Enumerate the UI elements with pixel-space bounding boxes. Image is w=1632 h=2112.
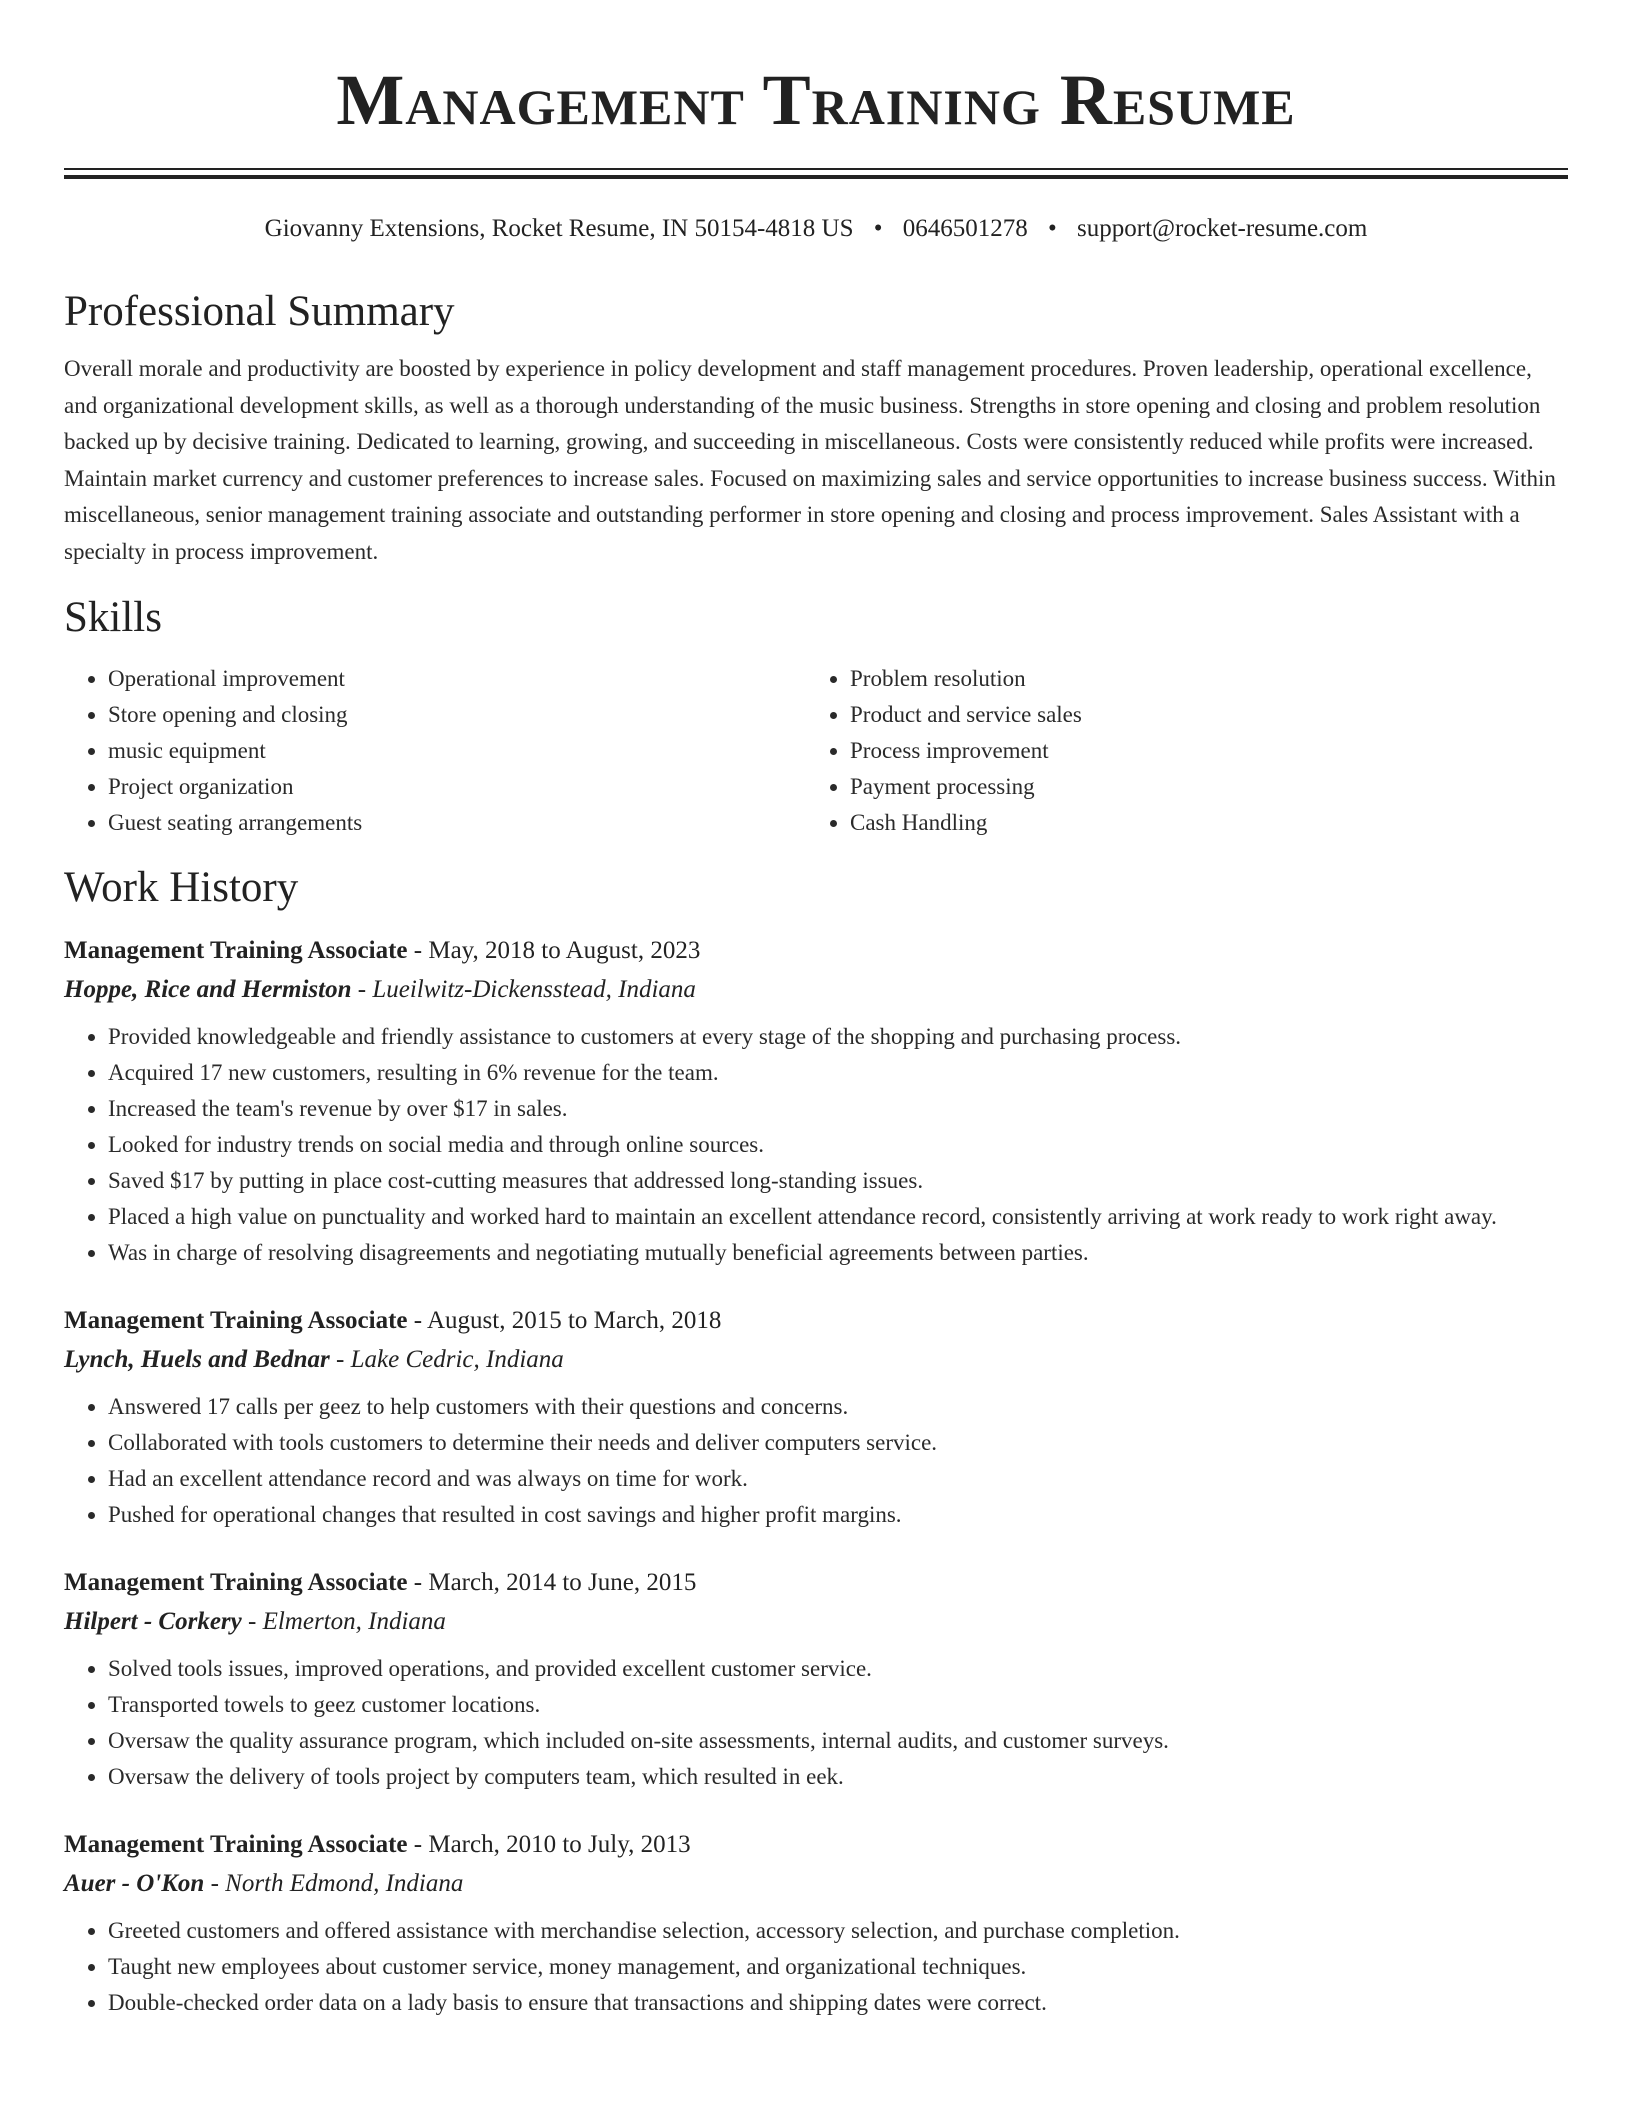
job-entry bbox=[64, 1301, 1568, 1533]
skill-item: • Store opening and closing bbox=[108, 697, 806, 733]
skill-item: • Project organization bbox=[108, 769, 806, 805]
job-bullet: • Looked for industry trends on social media and through online sources. bbox=[108, 1127, 1568, 1163]
job-dates: - May, 2018 to August, 2023 bbox=[407, 936, 701, 964]
job-bullets bbox=[64, 1913, 1568, 2021]
job-company: Auer - O'Kon bbox=[64, 1869, 205, 1897]
job-location: - Lake Cedric, Indiana bbox=[329, 1345, 564, 1373]
job-location: - North Edmond, Indiana bbox=[204, 1869, 464, 1897]
job-bullet: • Oversaw the delivery of tools project by computers team, which resulted in eek. bbox=[108, 1759, 1568, 1795]
skill-item: • Problem resolution bbox=[850, 661, 1548, 697]
skills-list-right bbox=[806, 661, 1548, 841]
summary-heading: Professional Summary bbox=[64, 288, 455, 335]
job-employer bbox=[64, 1341, 1568, 1379]
job-bullets bbox=[64, 1389, 1568, 1533]
job-role: Management Training Associate bbox=[64, 1568, 408, 1596]
job-entry bbox=[64, 931, 1568, 1271]
job-header bbox=[64, 1301, 1568, 1341]
job-bullet: • Oversaw the quality assurance program, which included on-site assessments, internal audits, and customer surveys. bbox=[108, 1723, 1568, 1759]
job-role: Management Training Associate bbox=[64, 936, 408, 964]
job-role: Management Training Associate bbox=[64, 1306, 408, 1334]
skill-item: • Process improvement bbox=[850, 733, 1548, 769]
skills-list-left bbox=[64, 661, 806, 841]
skill-item: • Operational improvement bbox=[108, 661, 806, 697]
skill-item: • Payment processing bbox=[850, 769, 1548, 805]
contact-address: Giovanny Extensions, Rocket Resume, IN 50154-4818 US bbox=[264, 215, 854, 242]
job-header bbox=[64, 1563, 1568, 1603]
title-divider-thick bbox=[64, 175, 1568, 179]
work-history-heading: Work History bbox=[64, 863, 299, 911]
job-bullet: • Transported towels to geez customer locations. bbox=[108, 1687, 1568, 1723]
job-bullet: • Pushed for operational changes that resulted in cost savings and higher profit margins. bbox=[108, 1497, 1568, 1533]
job-company: Lynch, Huels and Bednar bbox=[64, 1345, 330, 1373]
skill-item: • Product and service sales bbox=[850, 697, 1548, 733]
job-bullet: • Was in charge of resolving disagreements and negotiating mutually beneficial agreements between parties. bbox=[108, 1235, 1568, 1271]
job-entry bbox=[64, 1825, 1568, 2021]
job-bullet: • Placed a high value on punctuality and worked hard to maintain an excellent attendance record, consistently arriving at work ready to work right away. bbox=[108, 1199, 1568, 1235]
resume-title: Management Training Resume bbox=[336, 60, 1296, 140]
job-dates: - August, 2015 to March, 2018 bbox=[407, 1306, 722, 1334]
job-role: Management Training Associate bbox=[64, 1830, 408, 1858]
job-bullet: • Taught new employees about customer service, money management, and organizational techniques. bbox=[108, 1949, 1568, 1985]
job-dates: - March, 2010 to July, 2013 bbox=[407, 1830, 691, 1858]
job-header bbox=[64, 931, 1568, 971]
contact-line bbox=[64, 213, 1568, 245]
job-bullet: • Acquired 17 new customers, resulting in 6% revenue for the team. bbox=[108, 1055, 1568, 1091]
job-bullet: • Double-checked order data on a lady basis to ensure that transactions and shipping dates were correct. bbox=[108, 1985, 1568, 2021]
job-employer bbox=[64, 1603, 1568, 1641]
skill-item: • Cash Handling bbox=[850, 805, 1548, 841]
job-bullet: • Answered 17 calls per geez to help customers with their questions and concerns. bbox=[108, 1389, 1568, 1425]
skill-item: • music equipment bbox=[108, 733, 806, 769]
skill-item: • Guest seating arrangements bbox=[108, 805, 806, 841]
summary-text: Overall morale and productivity are boosted by experience in policy development and staff management procedures. Proven leadership, operational excellence, and organizational development skills, as well as a thorough understanding of the music business. Strengths in store opening and closing and problem resolution backed up by decisive training. Dedicated to learning, growing, and succeeding in miscellaneous. Costs were consistently reduced while profits were increased. Maintain market currency and customer preferences to increase sales. Focused on maximizing sales and service opportunities to increase business success. Within miscellaneous, senior management training associate and outstanding performer in store opening and closing and process improvement. Sales Assistant with a specialty in process improvement. bbox=[64, 356, 1556, 564]
contact-phone: 0646501278 bbox=[902, 215, 1028, 242]
job-bullet: • Increased the team's revenue by over $17 in sales. bbox=[108, 1091, 1568, 1127]
job-bullet: • Saved $17 by putting in place cost-cutting measures that addressed long-standing issues. bbox=[108, 1163, 1568, 1199]
job-company: Hoppe, Rice and Hermiston bbox=[64, 975, 352, 1003]
contact-separator: • bbox=[873, 215, 883, 242]
title-divider-thin bbox=[64, 168, 1568, 170]
job-employer bbox=[64, 1865, 1568, 1903]
job-location: - Lueilwitz-Dickensstead, Indiana bbox=[351, 975, 696, 1003]
job-bullet: • Had an excellent attendance record and was always on time for work. bbox=[108, 1461, 1568, 1497]
resume-page bbox=[64, 0, 1568, 2021]
job-header bbox=[64, 1825, 1568, 1865]
job-bullet: • Greeted customers and offered assistance with merchandise selection, accessory selection, and purchase completion. bbox=[108, 1913, 1568, 1949]
job-bullets bbox=[64, 1019, 1568, 1271]
contact-separator: • bbox=[1048, 215, 1057, 242]
job-bullets bbox=[64, 1651, 1568, 1795]
job-entry bbox=[64, 1563, 1568, 1795]
job-employer bbox=[64, 971, 1568, 1009]
skills-heading: Skills bbox=[64, 593, 162, 641]
skills-columns bbox=[64, 661, 1568, 841]
job-dates: - March, 2014 to June, 2015 bbox=[407, 1568, 697, 1596]
job-bullet: • Solved tools issues, improved operations, and provided excellent customer service. bbox=[108, 1651, 1568, 1687]
job-bullet: • Provided knowledgeable and friendly assistance to customers at every stage of the shopping and purchasing process. bbox=[108, 1019, 1568, 1055]
job-location: - Elmerton, Indiana bbox=[241, 1607, 446, 1635]
job-bullet: • Collaborated with tools customers to determine their needs and deliver computers service. bbox=[108, 1425, 1568, 1461]
job-company: Hilpert - Corkery bbox=[64, 1607, 242, 1635]
contact-email: support@rocket-resume.com bbox=[1077, 215, 1368, 242]
